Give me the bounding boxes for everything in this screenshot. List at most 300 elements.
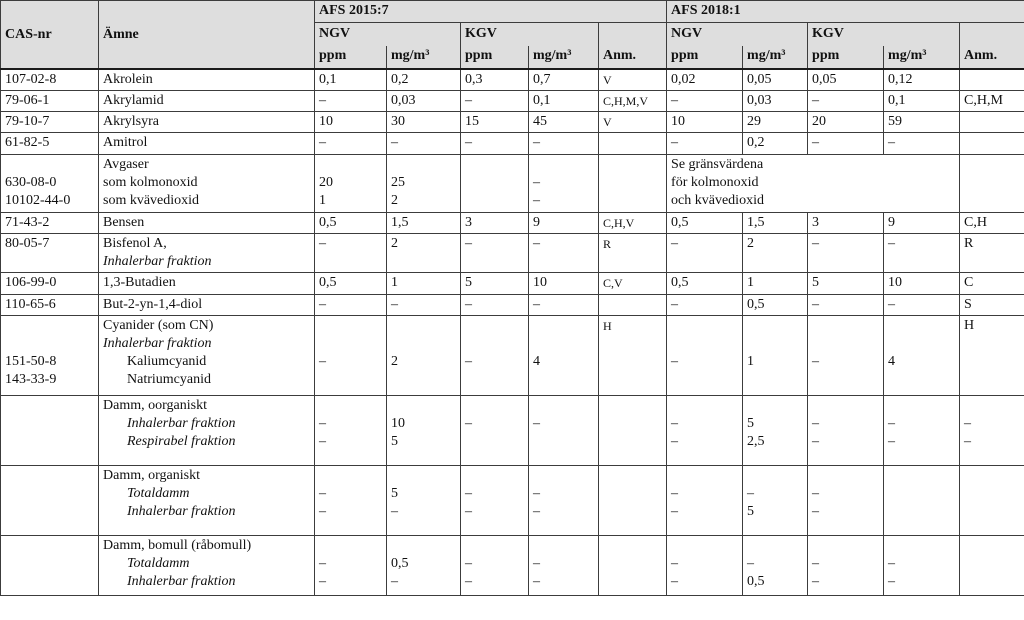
value-text: 2,5: [747, 434, 765, 449]
value-text: [603, 537, 662, 555]
value-text: [533, 335, 594, 353]
value-text: –: [812, 556, 820, 571]
value-text: –: [465, 93, 472, 108]
value-text: –: [671, 416, 679, 431]
value-text: –: [671, 504, 679, 519]
value-text: 15: [465, 114, 479, 129]
cell-ngv-mgm3-2018: [743, 466, 808, 536]
value-text: 0,7: [533, 72, 551, 87]
cell-kgv-ppm-2018: [808, 536, 884, 596]
value-text: [671, 397, 738, 415]
cell-kgv-mgm3-2018: [884, 213, 960, 234]
value-text: –: [812, 236, 820, 251]
header-mgm3-kgv-2015: mg/m³: [529, 46, 599, 69]
cell-kgv-mgm3-2015: [529, 295, 599, 316]
substance-subline: Inhalerbar fraktion: [103, 254, 212, 269]
value-text: –: [812, 504, 820, 519]
value-text: –: [812, 574, 820, 589]
value-text: [964, 537, 1020, 555]
cell-kgv-ppm-2015: [461, 213, 529, 234]
value-text: –: [888, 416, 896, 431]
value-text: och kvävedioxid: [671, 193, 764, 208]
cell-kgv-mgm3-2015: [529, 234, 599, 273]
substance-name: 1,3-Butadien: [103, 275, 176, 290]
cas-number: 79-06-1: [5, 93, 50, 108]
value-text: [465, 156, 524, 174]
cell-anm-2018: [960, 273, 1024, 295]
cell-kgv-ppm-2015: [461, 295, 529, 316]
table-row: [1, 69, 1024, 91]
cell-kgv-mgm3-2018: [884, 295, 960, 316]
cell-ngv-ppm-2018: [667, 213, 743, 234]
value-text: R: [964, 236, 974, 251]
value-text: [533, 433, 594, 451]
value-text: [533, 397, 594, 415]
value-text: 0,03: [391, 93, 416, 108]
value-text: [465, 397, 524, 415]
value-text: 4: [533, 354, 540, 369]
cell-anm-2018: [960, 536, 1024, 596]
header-mgm3-ngv-2018: mg/m³: [743, 46, 808, 69]
cell-ngv-mgm3-2015: [387, 112, 461, 133]
cell-ngv-ppm-2015: [315, 273, 387, 295]
cell-ngv-ppm-2018: [667, 273, 743, 295]
value-text: [465, 537, 524, 555]
value-text: –: [671, 486, 679, 501]
value-text: 4: [888, 354, 896, 369]
value-text: –: [465, 416, 472, 431]
cas-number: 61-82-5: [5, 135, 50, 150]
cell-ngv-mgm3-2018: [743, 396, 808, 466]
cell-anm-2018: [960, 316, 1024, 396]
value-text: [888, 485, 955, 503]
cell-ngv-ppm-2015: [315, 466, 387, 536]
cell-kgv-ppm-2015: [461, 396, 529, 466]
value-text: H: [603, 319, 612, 333]
value-text: H: [964, 318, 975, 333]
table-header: [1, 1, 1024, 70]
substance-subline: som kvävedioxid: [103, 193, 200, 208]
value-text: 0,5: [747, 297, 765, 312]
cell-kgv-ppm-2015: [461, 316, 529, 396]
value-text: [747, 397, 803, 415]
header-ppm-kgv-2018: ppm: [808, 46, 884, 69]
cell-kgv-mgm3-2018: [884, 396, 960, 466]
cell-kgv-mgm3-2018: [884, 133, 960, 155]
header-ppm-ngv-2015: ppm: [315, 46, 387, 69]
value-text: [964, 467, 1020, 485]
cell-kgv-mgm3-2015: [529, 112, 599, 133]
value-text: –: [671, 135, 679, 150]
cell-kgv-ppm-2015: [461, 536, 529, 596]
table-row: [1, 155, 1024, 213]
cell-anm-2018: [960, 234, 1024, 273]
value-text: 29: [747, 114, 762, 129]
value-text: 20: [812, 114, 827, 129]
value-text: [888, 397, 955, 415]
table-row: [1, 273, 1024, 295]
cell-anm-2018: [960, 213, 1024, 234]
cell-ngv-mgm3-2015: [387, 234, 461, 273]
cell-kgv-ppm-2015: [461, 91, 529, 112]
value-text: 20: [319, 175, 333, 190]
cell-kgv-ppm-2018: [808, 396, 884, 466]
substance-name: Bisfenol A,: [103, 236, 167, 251]
value-text: –: [533, 486, 540, 501]
value-text: [747, 467, 803, 485]
cell-substance: [99, 69, 315, 91]
cell-anm-2018: [960, 466, 1024, 536]
substance-subline: Inhalerbar fraktion: [127, 504, 236, 519]
value-text: [812, 335, 879, 353]
value-text: C,H,M,V: [603, 94, 649, 108]
value-text: –: [888, 556, 896, 571]
value-text: –: [319, 354, 326, 369]
value-text: [603, 397, 662, 415]
table-row: [1, 91, 1024, 112]
value-text: –: [465, 354, 472, 369]
cell-ngv-mgm3-2018: [743, 91, 808, 112]
cell-substance: [99, 295, 315, 316]
value-text: –: [533, 175, 540, 190]
cell-anm-2015: [599, 69, 667, 91]
cell-ngv-ppm-2018: [667, 234, 743, 273]
value-text: [465, 335, 524, 353]
cell-ngv-mgm3-2015: [387, 155, 461, 213]
cell-kgv-mgm3-2018: [884, 466, 960, 536]
value-text: [671, 467, 738, 485]
value-text: –: [812, 135, 820, 150]
value-text: [964, 156, 1020, 174]
value-text: –: [812, 354, 820, 369]
header-anm-blank-2015: [599, 23, 667, 47]
substance-name: Damm, organiskt: [103, 468, 200, 483]
value-text: –: [465, 486, 472, 501]
value-text: 0,5: [671, 215, 689, 230]
cell-ngv-ppm-2015: [315, 536, 387, 596]
value-text: V: [603, 115, 612, 129]
value-text: [319, 397, 382, 415]
substance-subline: Kaliumcyanid: [127, 354, 207, 369]
cell-kgv-ppm-2015: [461, 133, 529, 155]
value-text: –: [391, 297, 398, 312]
cell-anm-2015: [599, 112, 667, 133]
value-text: S: [964, 297, 972, 312]
value-text: –: [465, 297, 472, 312]
cas-number: [5, 317, 94, 335]
value-text: –: [747, 486, 755, 501]
cell-kgv-mgm3-2018: [884, 91, 960, 112]
value-text: 0,1: [533, 93, 551, 108]
table-row: [1, 316, 1024, 396]
cell-cas: [1, 234, 99, 273]
cell-ngv-mgm3-2018: [743, 112, 808, 133]
cell-anm-2015: [599, 396, 667, 466]
cas-number: [5, 335, 94, 353]
cell-anm-2015: [599, 536, 667, 596]
cell-anm-2015: [599, 91, 667, 112]
cell-anm-2015: [599, 234, 667, 273]
value-text: [603, 156, 662, 174]
cell-anm-2018: [960, 295, 1024, 316]
value-text: –: [319, 297, 326, 312]
header-cas: CAS-nr: [1, 23, 99, 47]
cell-ngv-mgm3-2018: [743, 316, 808, 396]
value-text: [888, 537, 955, 555]
value-text: –: [319, 574, 326, 589]
value-text: –: [533, 236, 540, 251]
cell-anm-2015: [599, 273, 667, 295]
value-text: [747, 537, 803, 555]
cell-anm-2018: [960, 69, 1024, 91]
substance-name: Bensen: [103, 215, 145, 230]
cell-kgv-mgm3-2018: [884, 273, 960, 295]
header-mgm3-ngv-2015: mg/m³: [387, 46, 461, 69]
value-text: –: [533, 416, 540, 431]
value-text: [964, 71, 1020, 89]
cell-kgv-ppm-2018: [808, 273, 884, 295]
cas-number: 10102-44-0: [5, 193, 71, 208]
cell-kgv-ppm-2015: [461, 69, 529, 91]
cell-cas: [1, 91, 99, 112]
table-body: [1, 69, 1024, 596]
value-text: –: [888, 434, 896, 449]
cell-kgv-mgm3-2015: [529, 155, 599, 213]
cell-kgv-ppm-2018: [808, 69, 884, 91]
value-text: 2: [747, 236, 755, 251]
substance-name: Akrylsyra: [103, 114, 159, 129]
cell-anm-2018: [960, 112, 1024, 133]
value-text: C: [964, 275, 974, 290]
value-text: –: [671, 297, 679, 312]
cell-kgv-mgm3-2018: [884, 536, 960, 596]
cell-ngv-mgm3-2015: [387, 133, 461, 155]
header-blank-cas-2: [1, 46, 99, 69]
cell-kgv-ppm-2018: [808, 234, 884, 273]
value-text: [964, 397, 1020, 415]
cell-substance: [99, 91, 315, 112]
value-text: –: [747, 556, 755, 571]
cell-kgv-ppm-2015: [461, 234, 529, 273]
cell-kgv-ppm-2018: [808, 112, 884, 133]
value-text: [465, 174, 524, 192]
cell-anm-2018: [960, 396, 1024, 466]
value-text: [465, 467, 524, 485]
cas-number: 630-08-0: [5, 175, 57, 190]
value-text: 0,05: [747, 72, 772, 87]
cell-cas: [1, 295, 99, 316]
value-text: 0,2: [391, 72, 409, 87]
value-text: 10: [671, 114, 686, 129]
value-text: –: [671, 574, 679, 589]
header-afs-2018: AFS 2018:1: [667, 1, 1024, 23]
value-text: 0,02: [671, 72, 696, 87]
value-text: 2: [391, 193, 398, 208]
substance-subline: Inhalerbar fraktion: [127, 416, 236, 431]
header-blank-substance: [99, 1, 315, 23]
value-text: –: [391, 135, 398, 150]
value-text: –: [812, 486, 820, 501]
value-text: 5: [747, 416, 755, 431]
value-text: 1,5: [747, 215, 765, 230]
value-text: 10: [319, 114, 333, 129]
cell-kgv-ppm-2015: [461, 155, 529, 213]
cell-ngv-ppm-2018: [667, 316, 743, 396]
cas-number: 106-99-0: [5, 275, 57, 290]
value-text: 0,5: [747, 574, 765, 589]
cell-ngv-mgm3-2018: [743, 213, 808, 234]
substance-subline: som kolmonoxid: [103, 175, 198, 190]
value-text: 1: [391, 275, 398, 290]
cell-ngv-ppm-2018: [667, 91, 743, 112]
cell-substance: [99, 234, 315, 273]
cell-ngv-mgm3-2015: [387, 91, 461, 112]
value-text: –: [465, 504, 472, 519]
cell-anm-2015: [599, 213, 667, 234]
cell-ngv-ppm-2015: [315, 234, 387, 273]
cell-substance: [99, 536, 315, 596]
cell-ngv-ppm-2018: [667, 155, 960, 213]
value-text: 5: [391, 486, 398, 501]
table-row: [1, 536, 1024, 596]
cell-substance: [99, 133, 315, 155]
value-text: 9: [533, 215, 540, 230]
value-text: 1: [319, 193, 326, 208]
value-text: [603, 296, 662, 314]
cell-cas: [1, 155, 99, 213]
cas-number: 79-10-7: [5, 114, 50, 129]
cell-substance: [99, 466, 315, 536]
value-text: [671, 335, 738, 353]
value-text: –: [671, 556, 679, 571]
value-text: C,H: [964, 215, 987, 230]
value-text: –: [812, 93, 820, 108]
cell-ngv-mgm3-2015: [387, 466, 461, 536]
value-text: –: [888, 135, 896, 150]
value-text: [812, 467, 879, 485]
value-text: 0,12: [888, 72, 913, 87]
value-text: [671, 537, 738, 555]
cell-kgv-mgm3-2015: [529, 213, 599, 234]
header-blank-substance-2: [99, 46, 315, 69]
header-anm-2018: Anm.: [960, 46, 1024, 69]
header-anm-2015: Anm.: [599, 46, 667, 69]
cas-number: 110-65-6: [5, 297, 56, 312]
cell-ngv-ppm-2018: [667, 69, 743, 91]
value-text: 1: [747, 354, 755, 369]
cell-ngv-mgm3-2015: [387, 273, 461, 295]
cell-substance: [99, 155, 315, 213]
substance-name: Amitrol: [103, 135, 148, 150]
substance-name: Avgaser: [103, 157, 149, 172]
cell-cas: [1, 69, 99, 91]
cell-ngv-mgm3-2015: [387, 536, 461, 596]
cell-ngv-mgm3-2015: [387, 69, 461, 91]
cell-kgv-ppm-2018: [808, 295, 884, 316]
cell-ngv-mgm3-2015: [387, 213, 461, 234]
value-text: –: [812, 416, 820, 431]
value-text: [964, 113, 1020, 131]
cell-cas: [1, 213, 99, 234]
value-text: 9: [888, 215, 896, 230]
value-text: 0,05: [812, 72, 837, 87]
value-text: –: [391, 504, 398, 519]
cell-ngv-mgm3-2018: [743, 295, 808, 316]
value-text: [888, 467, 955, 485]
cell-kgv-mgm3-2015: [529, 91, 599, 112]
value-text: [465, 433, 524, 451]
value-text: [391, 537, 456, 555]
value-text: 25: [391, 175, 405, 190]
cell-ngv-ppm-2015: [315, 91, 387, 112]
value-text: –: [465, 556, 472, 571]
value-text: C,V: [603, 276, 623, 290]
value-text: –: [671, 434, 679, 449]
cell-kgv-mgm3-2015: [529, 69, 599, 91]
value-text: –: [533, 574, 540, 589]
header-anm-blank-2018: [960, 23, 1024, 47]
cell-ngv-mgm3-2018: [743, 536, 808, 596]
value-text: [964, 134, 1020, 152]
value-text: –: [533, 297, 540, 312]
cell-anm-2018: [960, 91, 1024, 112]
cell-cas: [1, 112, 99, 133]
header-ppm-ngv-2018: ppm: [667, 46, 743, 69]
cell-substance: [99, 316, 315, 396]
cell-substance: [99, 213, 315, 234]
header-mgm3-kgv-2018: mg/m³: [884, 46, 960, 69]
cell-kgv-ppm-2018: [808, 133, 884, 155]
value-text: [603, 467, 662, 485]
value-text: –: [888, 574, 896, 589]
value-text: [812, 397, 879, 415]
value-text: 0,3: [465, 72, 483, 87]
substance-name: Damm, oorganiskt: [103, 398, 207, 413]
value-text: –: [671, 93, 679, 108]
cas-number: 71-43-2: [5, 215, 50, 230]
value-text: 0,2: [747, 135, 765, 150]
substance-subline: Inhalerbar fraktion: [103, 336, 212, 351]
cell-cas: [1, 316, 99, 396]
value-text: V: [603, 73, 612, 87]
value-text: R: [603, 237, 612, 251]
value-text: 1: [747, 275, 755, 290]
value-text: 0,1: [888, 93, 906, 108]
table-row: [1, 112, 1024, 133]
value-text: [391, 467, 456, 485]
value-text: för kolmonoxid: [671, 175, 759, 190]
cell-kgv-mgm3-2018: [884, 112, 960, 133]
substance-subline: Totaldamm: [127, 486, 190, 501]
value-text: 0,1: [319, 72, 337, 87]
value-text: [319, 467, 382, 485]
value-text: 1,5: [391, 215, 409, 230]
substance-name: Akrolein: [103, 72, 153, 87]
value-text: 5: [747, 504, 755, 519]
value-text: –: [319, 93, 326, 108]
value-text: 0,5: [319, 215, 337, 230]
header-kgv-2015: KGV: [461, 23, 599, 47]
value-text: –: [964, 416, 972, 431]
value-text: [465, 192, 524, 210]
value-text: 5: [465, 275, 472, 290]
value-text: [533, 156, 594, 174]
value-text: [533, 467, 594, 485]
cell-kgv-mgm3-2015: [529, 273, 599, 295]
value-text: 10: [533, 275, 547, 290]
cell-ngv-ppm-2015: [315, 69, 387, 91]
header-ngv-2015: NGV: [315, 23, 461, 47]
